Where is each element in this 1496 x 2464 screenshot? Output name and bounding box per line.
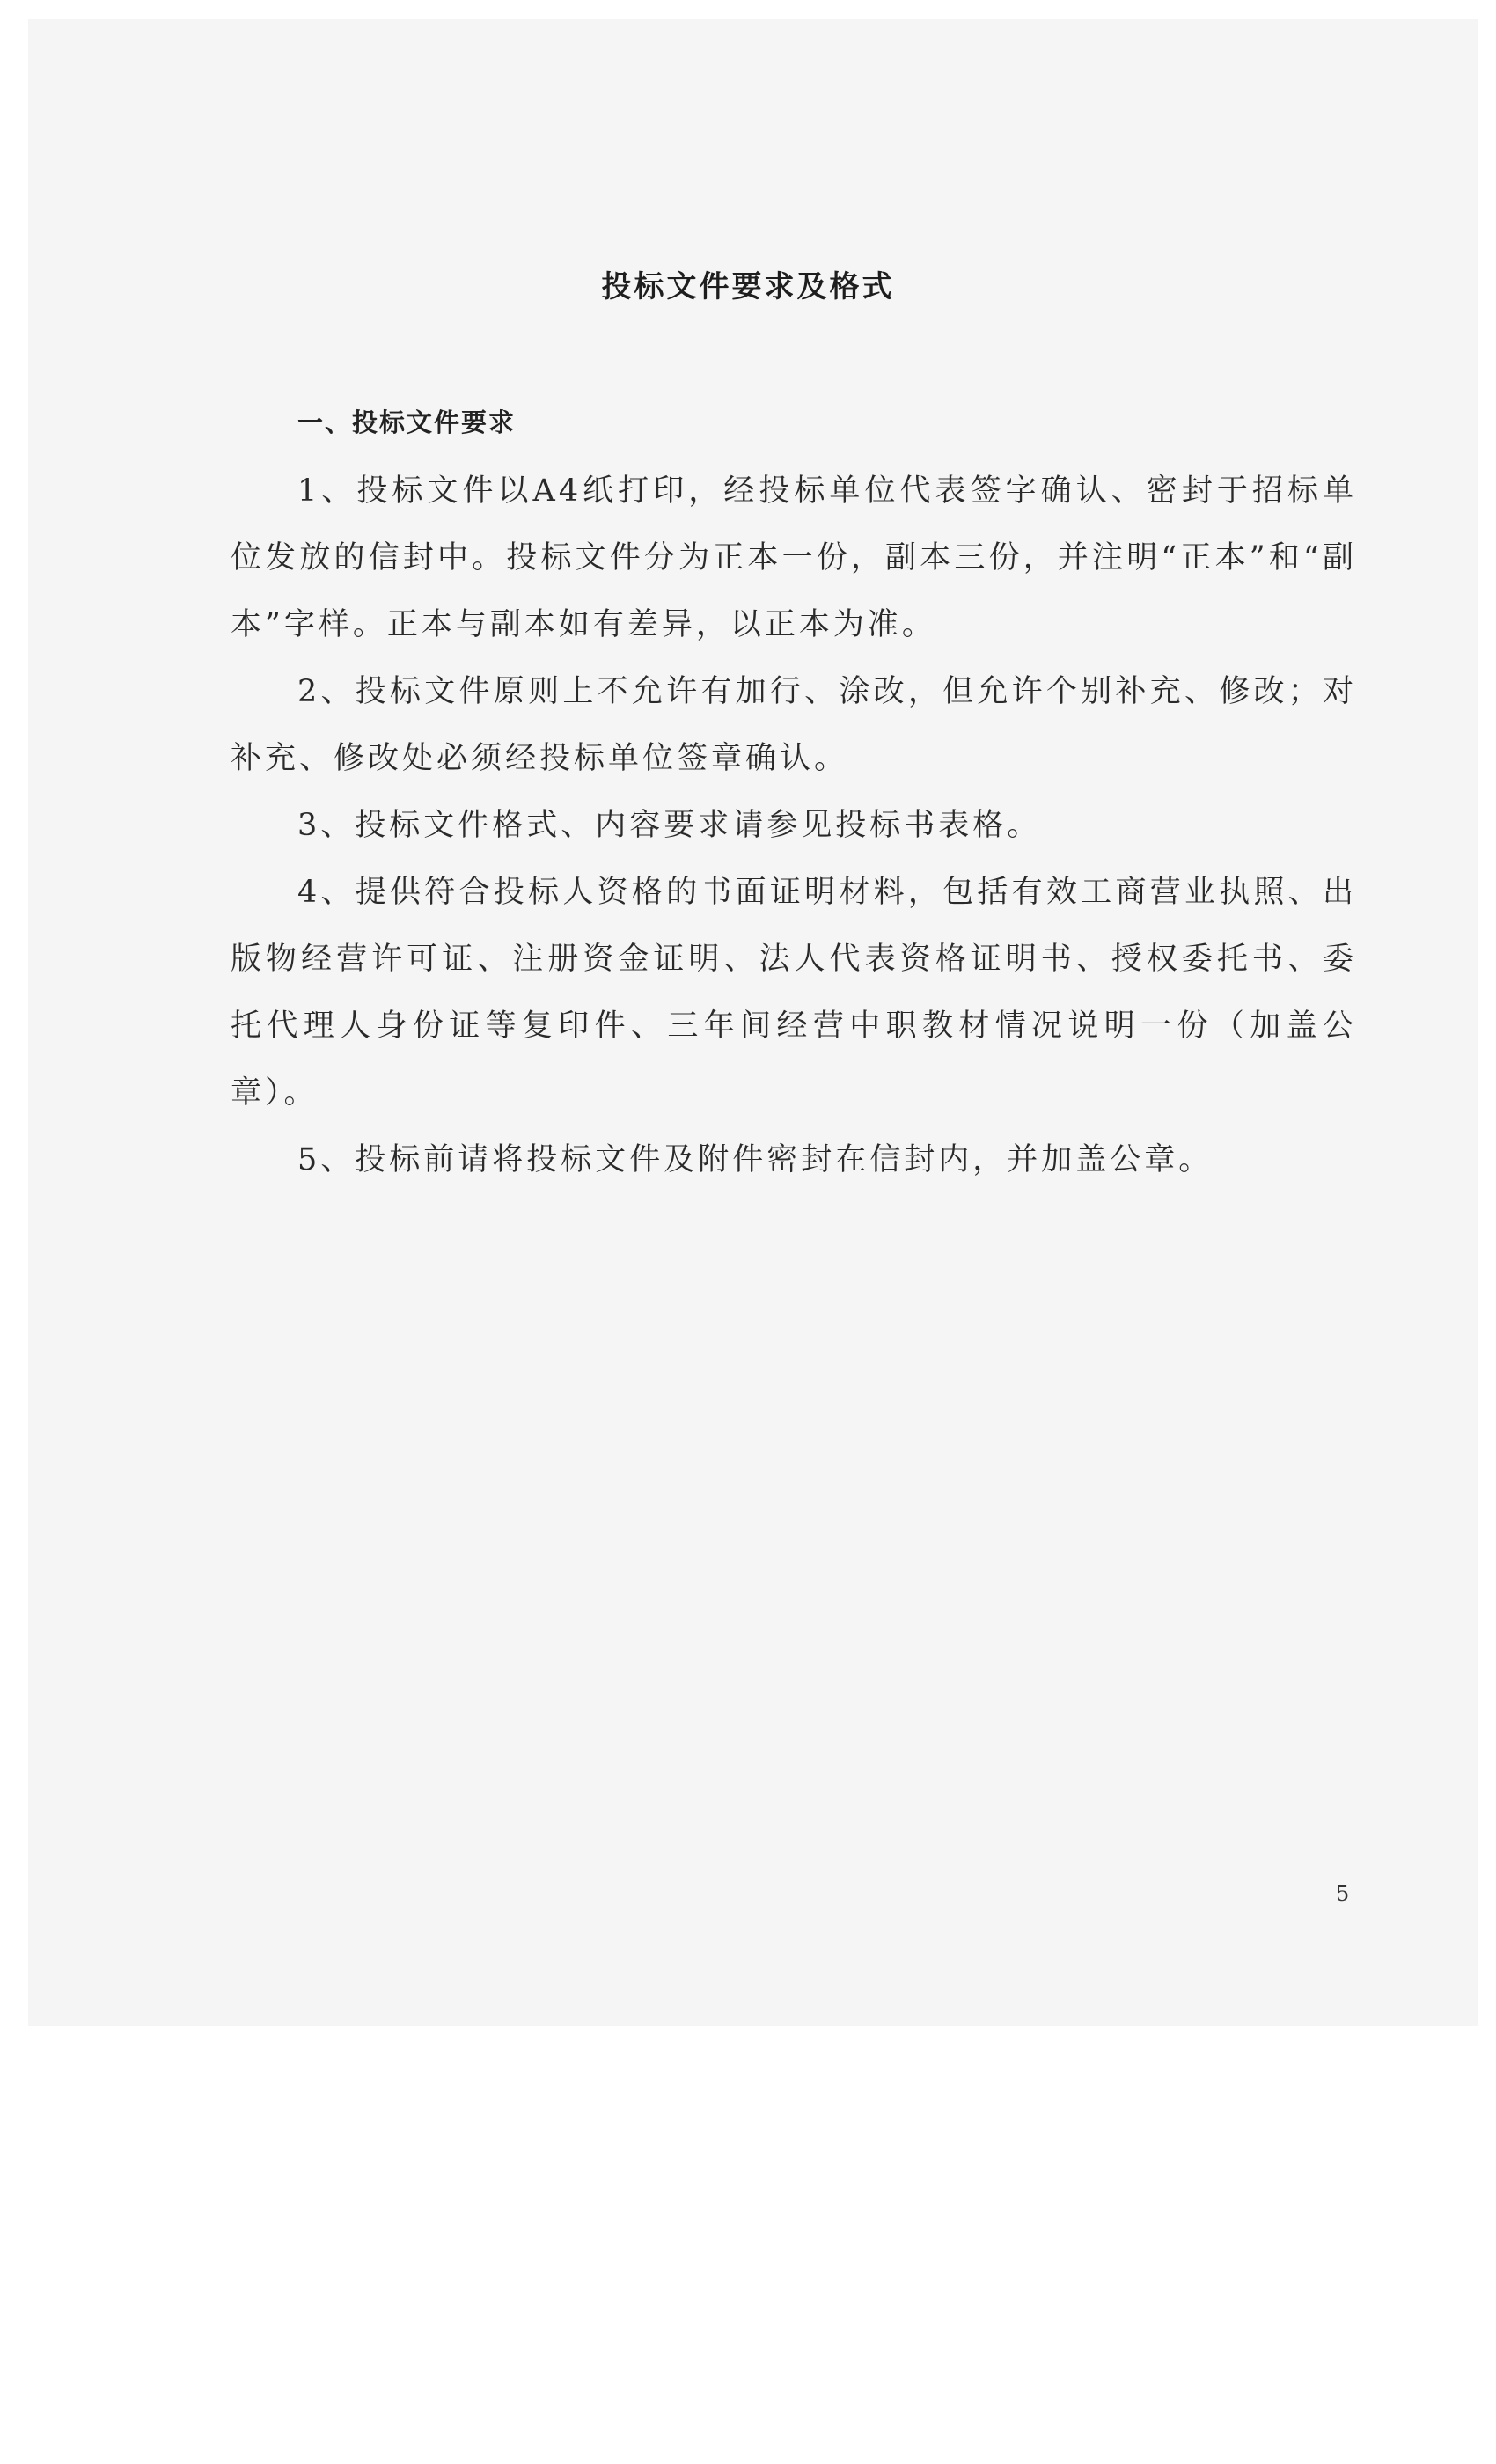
requirement-paragraph-3: 3、投标文件格式、内容要求请参见投标书表格。	[297, 808, 1042, 843]
requirement-paragraph-4: 4、提供符合投标人资格的书面证明材料，包括有效工商营业执照、出版物经营许可证、注册资金证明、法人代表资格证明书、授权委托书、委托代理人身份证等复印件、三年间经营中职教材情况说明一份（加盖公章）。	[231, 875, 1357, 1111]
requirements-body	[231, 458, 1357, 1193]
requirement-paragraph-2: 2、投标文件原则上不允许有加行、涂改，但允许个别补充、修改；对补充、修改处必须经投标单位签章确认。	[231, 674, 1357, 776]
requirement-paragraph-5: 5、投标前请将投标文件及附件密封在信封内，并加盖公章。	[297, 1142, 1214, 1177]
document-title: 投标文件要求及格式	[601, 269, 895, 304]
requirement-paragraph-1: 1、投标文件以A4纸打印，经投标单位代表签字确认、密封于招标单位发放的信封中。投标文件分为正本一份，副本三份，并注明“正本”和“副本”字样。正本与副本如有差异，以正本为准。	[231, 473, 1357, 642]
section-heading: 一、投标文件要求	[297, 407, 517, 437]
page-number: 5	[1336, 1881, 1350, 1906]
